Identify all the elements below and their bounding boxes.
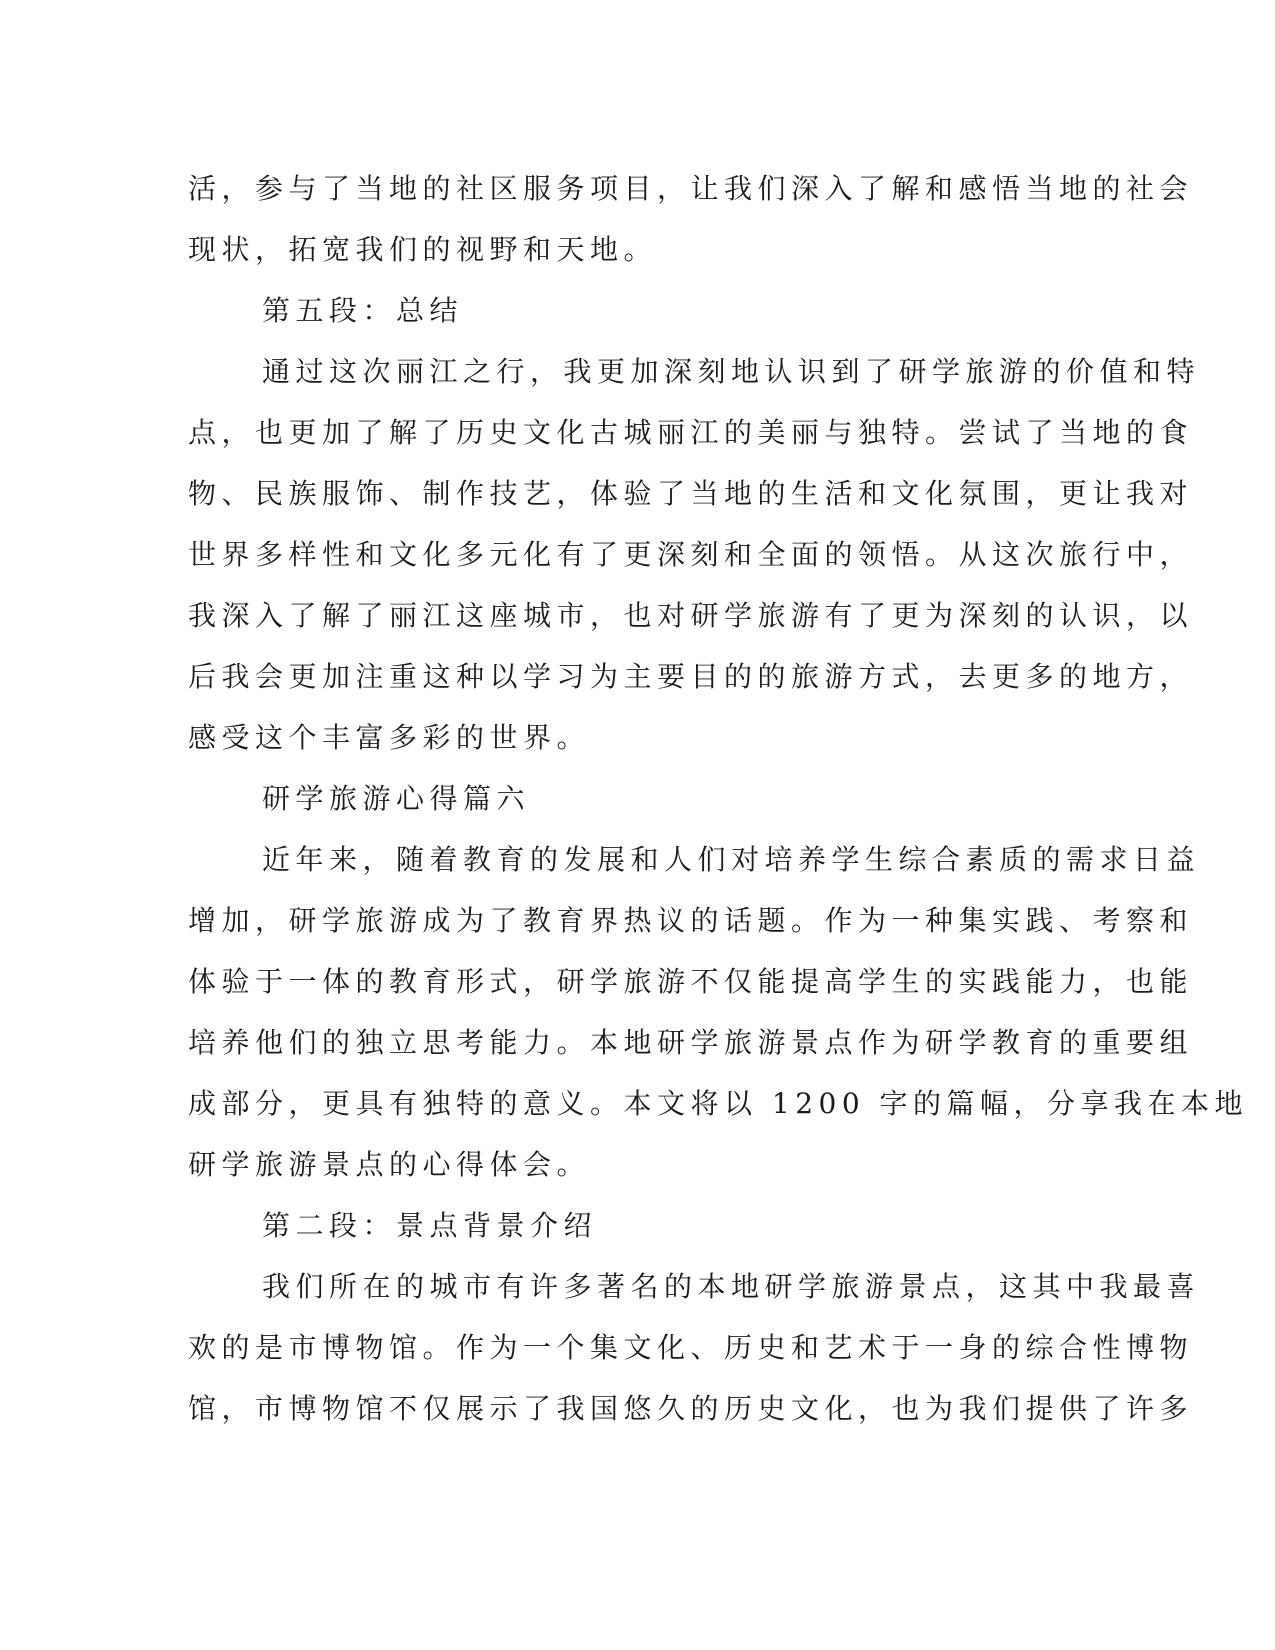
text-line: 欢的是市博物馆。作为一个集文化、历史和艺术于一身的综合性博物 (188, 1331, 1194, 1364)
text-line: 感受这个丰富多彩的世界。 (188, 721, 591, 754)
text-line: 增加，研学旅游成为了教育界热议的话题。作为一种集实践、考察和 (188, 904, 1194, 937)
text-line: 后我会更加注重这种以学习为主要目的的旅游方式，去更多的地方， (188, 660, 1194, 693)
text-line: 我深入了解了丽江这座城市，也对研学旅游有了更为深刻的认识，以 (188, 599, 1194, 632)
text-line: 世界多样性和文化多元化有了更深刻和全面的领悟。从这次旅行中， (188, 538, 1194, 571)
document-body (188, 158, 1249, 1439)
text-line: 体验于一体的教育形式，研学旅游不仅能提高学生的实践能力，也能 (188, 965, 1194, 998)
text-line: 培养他们的独立思考能力。本地研学旅游景点作为研学教育的重要组 (188, 1026, 1194, 1059)
text-line: 馆，市博物馆不仅展示了我国悠久的历史文化，也为我们提供了许多 (188, 1392, 1194, 1425)
article-title: 研学旅游心得篇六 (262, 782, 531, 815)
text-line: 研学旅游景点的心得体会。 (188, 1148, 591, 1181)
text-line: 活，参与了当地的社区服务项目，让我们深入了解和感悟当地的社会 (188, 172, 1194, 205)
text-line: 通过这次丽江之行，我更加深刻地认识到了研学旅游的价值和特 (262, 355, 1201, 388)
text-line: 点，也更加了解了历史文化古城丽江的美丽与独特。尝试了当地的食 (188, 416, 1194, 449)
section-heading: 第二段：景点背景介绍 (262, 1209, 598, 1242)
text-line: 我们所在的城市有许多著名的本地研学旅游景点，这其中我最喜 (262, 1270, 1201, 1303)
text-line: 成部分，更具有独特的意义。本文将以 1200 字的篇幅，分享我在本地 (188, 1087, 1249, 1120)
text-line: 物、民族服饰、制作技艺，体验了当地的生活和文化氛围，更让我对 (188, 477, 1194, 510)
section-heading: 第五段：总结 (262, 294, 464, 327)
text-line: 现状，拓宽我们的视野和天地。 (188, 233, 658, 266)
text-line: 近年来，随着教育的发展和人们对培养学生综合素质的需求日益 (262, 843, 1201, 876)
